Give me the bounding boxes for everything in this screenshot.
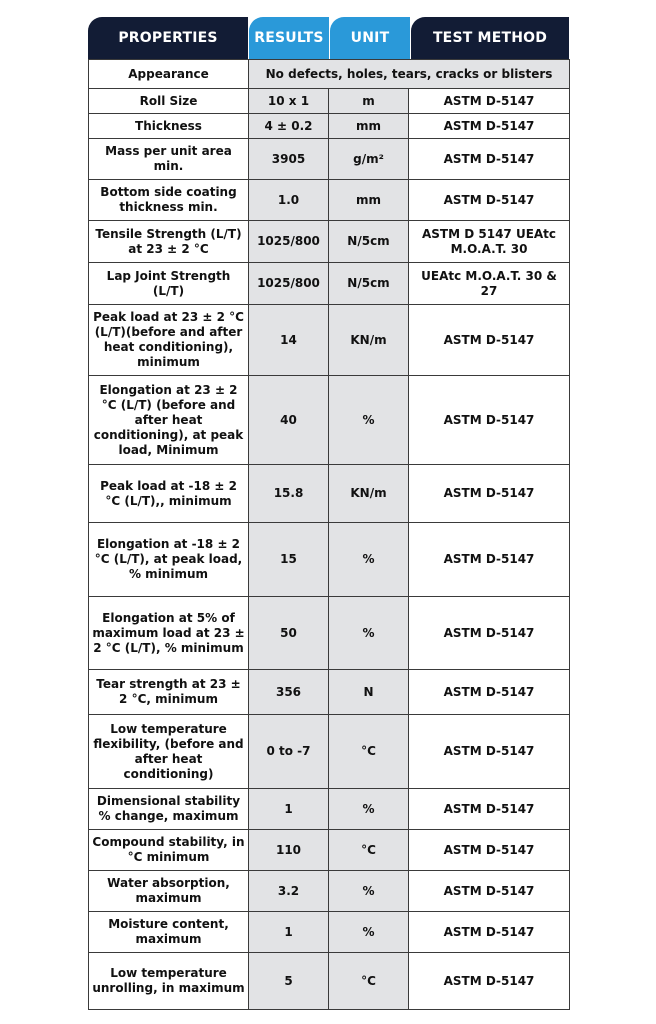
unit-cell: °C — [329, 715, 409, 789]
method-cell: ASTM D-5147 — [409, 180, 570, 221]
unit-cell: KN/m — [329, 465, 409, 523]
result-cell: 356 — [249, 670, 329, 715]
table-row — [89, 465, 570, 523]
table-row — [89, 89, 570, 114]
result-cell: 1025/800 — [249, 263, 329, 305]
property-cell: Low temperature unrolling, in maximum — [89, 953, 249, 1010]
property-cell: Elongation at -18 ± 2 °C (L/T), at peak load, % minimum — [89, 523, 249, 597]
result-cell: 1.0 — [249, 180, 329, 221]
method-cell: ASTM D-5147 — [409, 912, 570, 953]
table-row — [89, 912, 570, 953]
property-cell: Compound stability, in °C minimum — [89, 830, 249, 871]
table-header — [88, 17, 569, 59]
data-table — [88, 59, 570, 1010]
property-cell: Low temperature flexibility, (before and after heat conditioning) — [89, 715, 249, 789]
method-cell: ASTM D-5147 — [409, 830, 570, 871]
property-cell: Roll Size — [89, 89, 249, 114]
property-cell: Elongation at 5% of maximum load at 23 ± 2 °C (L/T), % minimum — [89, 597, 249, 670]
method-cell: ASTM D-5147 — [409, 376, 570, 465]
property-cell: Moisture content, maximum — [89, 912, 249, 953]
header-properties: PROPERTIES — [88, 17, 248, 59]
method-cell: ASTM D 5147 UEAtc M.O.A.T. 30 — [409, 221, 570, 263]
method-cell: UEAtc M.O.A.T. 30 & 27 — [409, 263, 570, 305]
method-cell: ASTM D-5147 — [409, 89, 570, 114]
property-cell: Tensile Strength (L/T) at 23 ± 2 °C — [89, 221, 249, 263]
table-row — [89, 305, 570, 376]
method-cell: ASTM D-5147 — [409, 670, 570, 715]
table-row — [89, 670, 570, 715]
unit-cell: mm — [329, 180, 409, 221]
result-cell: 50 — [249, 597, 329, 670]
unit-cell: % — [329, 376, 409, 465]
result-cell: 3.2 — [249, 871, 329, 912]
method-cell: ASTM D-5147 — [409, 597, 570, 670]
result-cell: 15 — [249, 523, 329, 597]
property-cell: Tear strength at 23 ± 2 °C, minimum — [89, 670, 249, 715]
result-cell: 1 — [249, 789, 329, 830]
result-cell: 1 — [249, 912, 329, 953]
unit-cell: % — [329, 871, 409, 912]
header-unit: UNIT — [330, 17, 410, 59]
table-row — [89, 830, 570, 871]
result-cell: 15.8 — [249, 465, 329, 523]
table-row — [89, 180, 570, 221]
table-row — [89, 597, 570, 670]
method-cell: ASTM D-5147 — [409, 523, 570, 597]
method-cell: ASTM D-5147 — [409, 114, 570, 139]
table-row — [89, 376, 570, 465]
result-cell: 1025/800 — [249, 221, 329, 263]
unit-cell: g/m² — [329, 139, 409, 180]
result-cell: 40 — [249, 376, 329, 465]
table-row — [89, 523, 570, 597]
method-cell: ASTM D-5147 — [409, 139, 570, 180]
unit-cell: N — [329, 670, 409, 715]
property-cell: Mass per unit area min. — [89, 139, 249, 180]
appearance-label: Appearance — [89, 60, 249, 89]
unit-cell: % — [329, 523, 409, 597]
method-cell: ASTM D-5147 — [409, 871, 570, 912]
result-cell: 110 — [249, 830, 329, 871]
unit-cell: % — [329, 789, 409, 830]
header-results: RESULTS — [249, 17, 329, 59]
result-cell: 3905 — [249, 139, 329, 180]
table-row — [89, 789, 570, 830]
property-cell: Dimensional stability % change, maximum — [89, 789, 249, 830]
table-row — [89, 871, 570, 912]
unit-cell: % — [329, 597, 409, 670]
unit-cell: N/5cm — [329, 221, 409, 263]
property-cell: Lap Joint Strength (L/T) — [89, 263, 249, 305]
header-test-method: TEST METHOD — [411, 17, 569, 59]
appearance-result: No defects, holes, tears, cracks or blisters — [249, 60, 570, 89]
table-row — [89, 953, 570, 1010]
method-cell: ASTM D-5147 — [409, 789, 570, 830]
method-cell: ASTM D-5147 — [409, 715, 570, 789]
unit-cell: °C — [329, 953, 409, 1010]
property-cell: Thickness — [89, 114, 249, 139]
table-row — [89, 139, 570, 180]
properties-table — [88, 17, 569, 1010]
result-cell: 10 x 1 — [249, 89, 329, 114]
property-cell: Water absorption, maximum — [89, 871, 249, 912]
method-cell: ASTM D-5147 — [409, 305, 570, 376]
unit-cell: N/5cm — [329, 263, 409, 305]
result-cell: 0 to -7 — [249, 715, 329, 789]
unit-cell: % — [329, 912, 409, 953]
result-cell: 4 ± 0.2 — [249, 114, 329, 139]
table-row — [89, 263, 570, 305]
unit-cell: KN/m — [329, 305, 409, 376]
property-cell: Bottom side coating thickness min. — [89, 180, 249, 221]
table-row — [89, 221, 570, 263]
property-cell: Elongation at 23 ± 2 °C (L/T) (before and after heat conditioning), at peak load, Minimum — [89, 376, 249, 465]
unit-cell: m — [329, 89, 409, 114]
method-cell: ASTM D-5147 — [409, 953, 570, 1010]
unit-cell: °C — [329, 830, 409, 871]
table-row — [89, 715, 570, 789]
result-cell: 14 — [249, 305, 329, 376]
table-row — [89, 114, 570, 139]
method-cell: ASTM D-5147 — [409, 465, 570, 523]
table-row-appearance — [89, 60, 570, 89]
property-cell: Peak load at 23 ± 2 °C (L/T)(before and after heat conditioning), minimum — [89, 305, 249, 376]
property-cell: Peak load at -18 ± 2 °C (L/T),, minimum — [89, 465, 249, 523]
unit-cell: mm — [329, 114, 409, 139]
result-cell: 5 — [249, 953, 329, 1010]
